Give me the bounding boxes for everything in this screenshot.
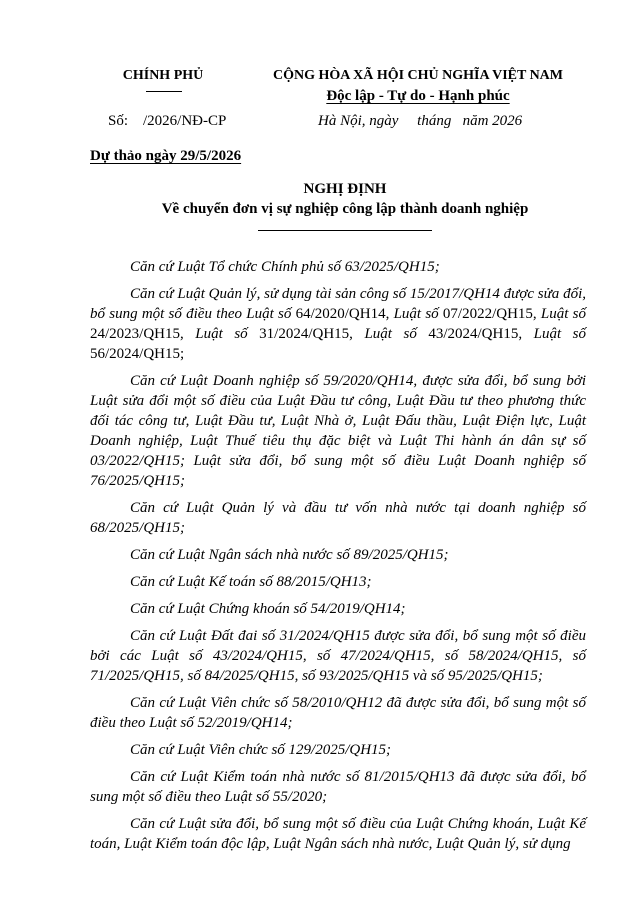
preamble-text: 07/2022/QH15, xyxy=(442,306,541,322)
preamble-text: Luật số xyxy=(540,306,586,322)
preamble-text: Căn cứ Luật Kiểm toán nhà nước số 81/2015/QH13 đã được sửa đổi, bổ sung một số điều theo Luật số 55/2020; xyxy=(90,769,586,805)
preamble-text: Căn cứ Luật Kế toán số 88/2015/QH13; xyxy=(130,574,372,590)
preamble-text: Căn cứ Luật Viên chức số 58/2010/QH12 đã được sửa đổi, bổ sung một số điều theo Luật số 52/2019/QH14; xyxy=(90,695,586,731)
preamble-paragraph xyxy=(90,284,586,364)
draft-note: Dự thảo ngày 29/5/2026 xyxy=(90,148,242,164)
national-motto: Độc lập - Tự do - Hạnh phúc xyxy=(326,88,510,104)
preamble-paragraph xyxy=(90,626,586,686)
preamble-text: 43/2024/QH15, xyxy=(428,326,534,342)
preamble-paragraph xyxy=(90,498,586,538)
preamble-paragraph xyxy=(90,572,586,592)
preamble-text: Luật số xyxy=(364,326,429,342)
preamble-text: Căn cứ Luật Đất đai số 31/2024/QH15 được sửa đổi, bổ sung một số điều bởi các Luật số 43/2024/QH15, số 47/2024/QH15, số 58/2024/QH15, số 71/2025/QH15, số 84/2025/QH15, số 93/2025/QH15 và số 95/2025/QH15; xyxy=(90,628,586,684)
preamble-text: Căn cứ Luật Viên chức số 129/2025/QH15; xyxy=(130,742,392,758)
preamble-text: Căn cứ Luật Quản lý, sử dụng tài sản công số 15/2017/QH14 được sửa đổi, bổ sung một số điều theo Luật số xyxy=(90,286,586,322)
preamble-paragraph xyxy=(90,371,586,491)
preamble-text: 56/2024/QH15; xyxy=(90,346,185,362)
preamble-paragraph xyxy=(90,599,586,619)
document-number: Số: /2026/NĐ-CP xyxy=(108,113,227,129)
title-divider xyxy=(258,230,432,231)
agency-underline xyxy=(146,91,182,92)
preamble xyxy=(90,257,586,861)
title-block xyxy=(120,179,570,219)
preamble-text: 31/2024/QH15, xyxy=(259,326,365,342)
preamble-text: Căn cứ Luật Tổ chức Chính phủ số 63/2025/QH15; xyxy=(130,259,440,275)
preamble-text: Căn cứ Luật Chứng khoán số 54/2019/QH14; xyxy=(130,601,406,617)
nation-name: CỘNG HÒA XÃ HỘI CHỦ NGHĨA VIỆT NAM xyxy=(272,68,563,83)
preamble-text: 24/2023/QH15, xyxy=(90,326,196,342)
decree-title: NGHỊ ĐỊNH xyxy=(303,181,387,197)
agency-block xyxy=(63,66,263,86)
preamble-text: Căn cứ Luật Doanh nghiệp số 59/2020/QH14, được sửa đổi, bổ sung bởi Luật sửa đổi một số điều của Luật Đầu tư công, Luật Đầu tư theo phương thức đối tác công tư, Luật Đầu tư, Luật Nhà ở, Luật Đấu thầu, Luật Điện lực, Luật Doanh nghiệp, Luật Thuế tiêu thụ đặc biệt và Luật Thi hành án dân sự số 03/2022/QH15; Luật sửa đổi, bổ sung một số điều Luật Doanh nghiệp số 76/2025/QH15; xyxy=(90,373,586,489)
preamble-paragraph xyxy=(90,740,586,760)
preamble-text: Căn cứ Luật Quản lý và đầu tư vốn nhà nước tại doanh nghiệp số 68/2025/QH15; xyxy=(90,500,586,536)
preamble-paragraph xyxy=(90,257,586,277)
preamble-text: Căn cứ Luật sửa đổi, bổ sung một số điều của Luật Chứng khoán, Luật Kế toán, Luật Kiểm toán độc lập, Luật Ngân sách nhà nước, Luật Quản lý, sử dụng xyxy=(90,816,586,852)
national-heading xyxy=(258,66,578,106)
preamble-paragraph xyxy=(90,814,586,854)
preamble-text: Luật số xyxy=(393,306,443,322)
decree-subtitle: Về chuyển đơn vị sự nghiệp công lập thành doanh nghiệp xyxy=(161,201,529,217)
preamble-text: 64/2020/QH14, xyxy=(295,306,394,322)
preamble-paragraph xyxy=(90,767,586,807)
preamble-text: Luật số xyxy=(195,326,260,342)
place-date: Hà Nội, ngày tháng năm 2026 xyxy=(318,113,523,129)
preamble-text: Luật số xyxy=(533,326,586,342)
agency-name: CHÍNH PHỦ xyxy=(122,68,204,83)
preamble-text: Căn cứ Luật Ngân sách nhà nước số 89/2025/QH15; xyxy=(130,547,449,563)
preamble-paragraph xyxy=(90,693,586,733)
preamble-paragraph xyxy=(90,545,586,565)
